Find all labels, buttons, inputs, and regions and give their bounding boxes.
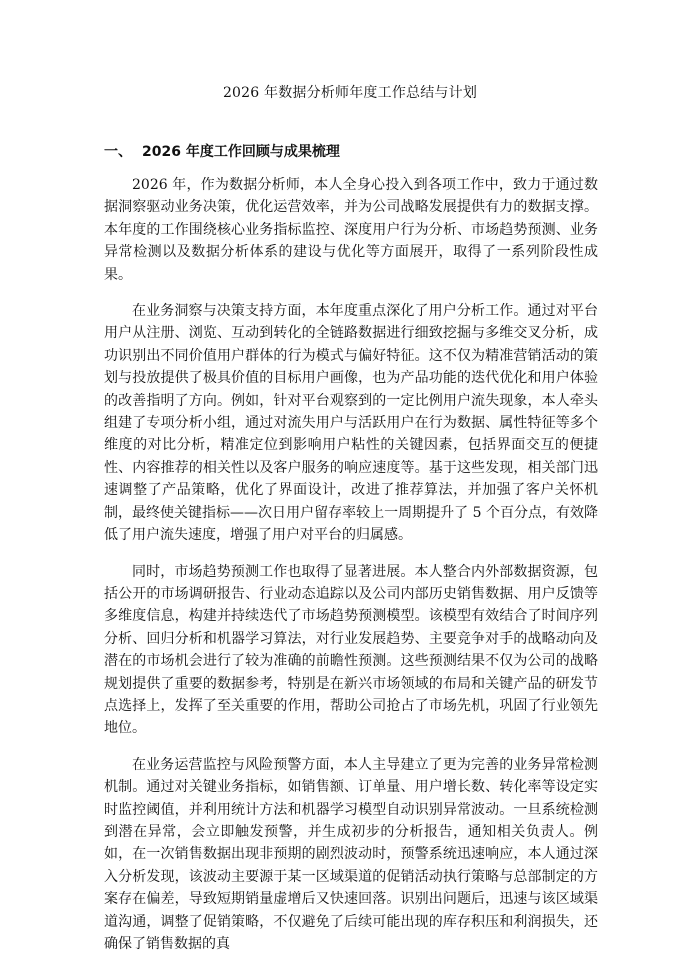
body-text <box>104 174 598 969</box>
section-number: 一、 <box>104 144 132 160</box>
section-heading <box>104 142 340 162</box>
paragraph-anomaly-detection: 在业务运营监控与风险预警方面，本人主导建立了更为完善的业务异常检测机制。通过对关键业务指标，如销售额、订单量、用户增长数、转化率等设定实时监控阈值，并利用统计方法和机器学习模型自动识别异常波动。一旦系统检测到潜在异常，会立即触发预警，并生成初步的分析报告，通知相关负责人。例如，在一次销售数据出现非预期的剧烈波动时，预警系统迅速响应，本人通过深入分析发现，该波动主要源于某一区域渠道的促销活动执行策略与总部制定的方案存在偏差，导致短期销量虚增后又快速回落。识别出问题后，迅速与该区域渠道沟通，调整了促销策略，不仅避免了后续可能出现的库存积压和利润损失，还确保了销售数据的真 <box>104 756 598 952</box>
document-title: 2026 年数据分析师年度工作总结与计划 <box>222 85 478 101</box>
paragraph-intro: 2026 年，作为数据分析师，本人全身心投入到各项工作中，致力于通过数据洞察驱动业务决策，优化运营效率，并为公司战略发展提供有力的数据支撑。本年度的工作围绕核心业务指标监控、深度用户行为分析、市场趋势预测、业务异常检测以及数据分析体系的建设与优化等方面展开，取得了一系列阶段性成果。 <box>104 177 598 283</box>
paragraph-market-forecast: 同时，市场趋势预测工作也取得了显著进展。本人整合内外部数据资源，包括公开的市场调研报告、行业动态追踪以及公司内部历史销售数据、用户反馈等多维度信息，构建并持续迭代了市场趋势预测模型。该模型有效结合了时间序列分析、回归分析和机器学习算法，对行业发展趋势、主要竞争对手的战略动向及潜在的市场机会进行了较为准确的前瞻性预测。这些预测结果不仅为公司的战略规划提供了重要的数据参考，特别是在新兴市场领域的布局和关键产品的研发节点选择上，发挥了至关重要的作用，帮助公司抢占了市场先机，巩固了行业领先地位。 <box>104 563 598 737</box>
section-heading-text: 2026 年度工作回顾与成果梳理 <box>142 144 340 160</box>
paragraph-user-analysis: 在业务洞察与决策支持方面，本年度重点深化了用户分析工作。通过对平台用户从注册、浏览、互动到转化的全链路数据进行细致挖掘与多维交叉分析，成功识别出不同价值用户群体的行为模式与偏好特征。这不仅为精准营销活动的策划与投放提供了极具价值的目标用户画像，也为产品功能的迭代优化和用户体验的改善指明了方向。例如，针对平台观察到的一定比例用户流失现象，本人牵头组建了专项分析小组，通过对流失用户与活跃用户在行为数据、属性特征等多个维度的对比分析，精准定位到影响用户粘性的关键因素，包括界面交互的便捷性、内容推荐的相关性以及客户服务的响应速度等。基于这些发现，相关部门迅速调整了产品策略，优化了界面设计，改进了推荐算法，并加强了客户关怀机制，最终使关键指标——次日用户留存率较上一周期提升了 5 个百分点，有效降低了用户流失速度，增强了用户对平台的归属感。 <box>104 303 598 544</box>
